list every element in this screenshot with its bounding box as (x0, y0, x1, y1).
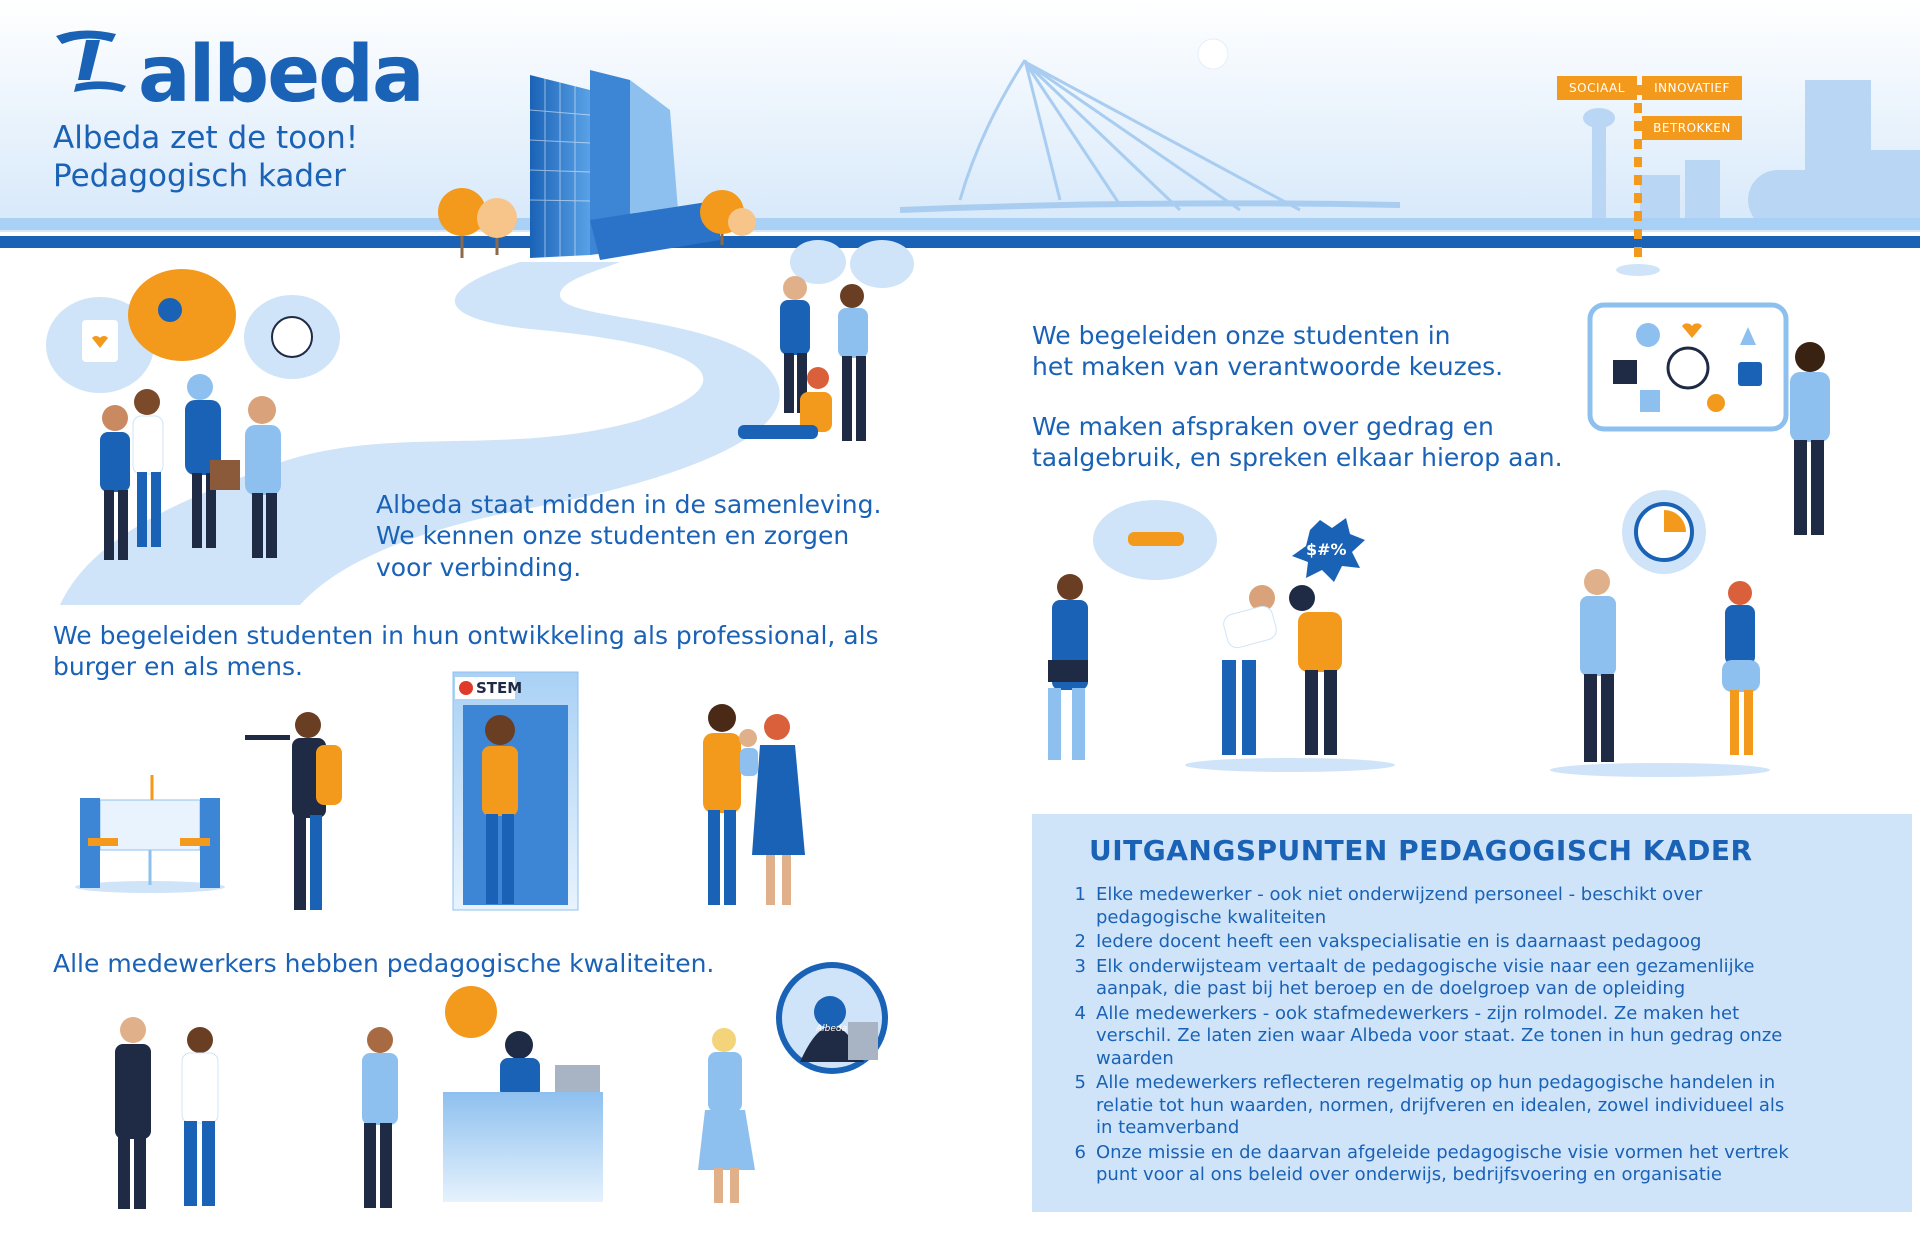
principle-item (1060, 956, 1890, 1001)
agreements-text (1032, 411, 1612, 474)
sign-sociaal: SOCIAAL (1557, 76, 1637, 100)
principle-text: Elk onderwijsteam vertaalt de pedagogische visie naar een gezamenlijke (1096, 955, 1755, 977)
phone-bubble (698, 962, 888, 1203)
curse-label: $#% (1306, 540, 1347, 559)
choices-line-1: We begeleiden onze studenten in (1032, 321, 1451, 350)
principle-text: Alle medewerkers - ook stafmedewerkers - zijn rolmodel. Ze maken het (1096, 1002, 1740, 1024)
restaurant-table (75, 775, 225, 893)
society-line-3: voor verbinding. (376, 552, 582, 582)
principle-item (1060, 1142, 1890, 1187)
principle-text: pedagogische kwaliteiten (1096, 906, 1327, 928)
principle-text: waarden (1096, 1047, 1174, 1069)
choices-line-2: het maken van verantwoorde keuzes. (1032, 352, 1504, 382)
principle-number: 6 (1074, 1141, 1086, 1163)
principle-text: relatie tot hun waarden, normen, drijfveren en idealen, zowel individueel als (1096, 1094, 1785, 1116)
principle-number: 1 (1074, 884, 1086, 905)
principles-box (1032, 814, 1912, 1212)
principle-number: 5 (1074, 1072, 1086, 1093)
presenter (1790, 342, 1830, 535)
page-subtitle: Pedagogisch kader (53, 158, 346, 194)
development-line-1: We begeleiden studenten in hun ontwikkeling als professional, als (53, 621, 879, 650)
interest-bubbles (46, 269, 340, 393)
principle-text: Alle medewerkers reflecteren regelmatig op hun pedagogische handelen in (1096, 1072, 1776, 1093)
sun (1198, 39, 1228, 69)
principle-text: in teamverband (1096, 1117, 1240, 1138)
clock-pair (1550, 490, 1770, 777)
principle-item (1060, 1072, 1890, 1140)
arguing-couple (1185, 518, 1395, 772)
choices-board (1590, 305, 1786, 429)
agreements-line-1: We maken afspraken over gedrag en (1032, 412, 1494, 441)
staff-handshake (115, 1017, 218, 1209)
principle-text: aanpak, die past bij het beroep en de doelgroep van de opleiding (1096, 978, 1686, 999)
agreements-line-2: taalgebruik, en spreken elkaar hierop aan. (1032, 443, 1563, 473)
principle-text: Onze missie en de daarvan afgeleide pedagogische visie vormen het vertrek (1096, 1141, 1789, 1163)
principles-title: UITGANGSPUNTEN PEDAGOGISCH KADER (1089, 834, 1753, 867)
reception-desk (362, 986, 603, 1208)
page-title: Albeda zet de toon! (53, 120, 359, 156)
principle-text: Iedere docent heeft een vakspecialisatie en is daarnaast pedagoog (1096, 931, 1702, 952)
principle-text: verschil. Ze laten zien waar Albeda voor staat. Ze tonen in hun gedrag onze (1096, 1025, 1783, 1046)
choices-text (1032, 320, 1592, 383)
brand-name: albeda (138, 30, 423, 120)
principle-item (1060, 1003, 1890, 1071)
voting-booth (453, 672, 578, 910)
principle-text: punt voor al ons beleid over onderwijs, bedrijfsvoering en organisatie (1096, 1164, 1722, 1185)
shirt-label: Albeda (816, 1024, 848, 1034)
principle-text: Elke medewerker - ook niet onderwijzend personeel - beschikt over (1096, 884, 1703, 905)
society-text (376, 489, 936, 583)
principle-number: 3 (1074, 955, 1086, 977)
principle-item (1060, 931, 1890, 954)
society-line-2: We kennen onze studenten en zorgen (376, 521, 850, 551)
waiter (245, 712, 342, 910)
principles-list (1060, 884, 1890, 1189)
development-text (53, 620, 953, 683)
development-line-2: burger en als mens. (53, 652, 303, 682)
sign-betrokken: BETROKKEN (1642, 116, 1742, 140)
principle-number: 2 (1074, 931, 1086, 952)
principle-item (1060, 884, 1890, 929)
principle-number: 4 (1074, 1002, 1086, 1024)
pointing-man (1048, 500, 1217, 760)
albeda-logo-icon (52, 22, 132, 94)
staff-text: Alle medewerkers hebben pedagogische kwaliteiten. (53, 949, 715, 978)
society-line-1: Albeda staat midden in de samenleving. (376, 490, 882, 519)
horizon-line (0, 236, 1920, 248)
sign-innovatief: INNOVATIEF (1642, 76, 1742, 100)
booth-label: STEM (476, 679, 523, 697)
family (703, 704, 805, 905)
horizon-band (0, 218, 1920, 230)
